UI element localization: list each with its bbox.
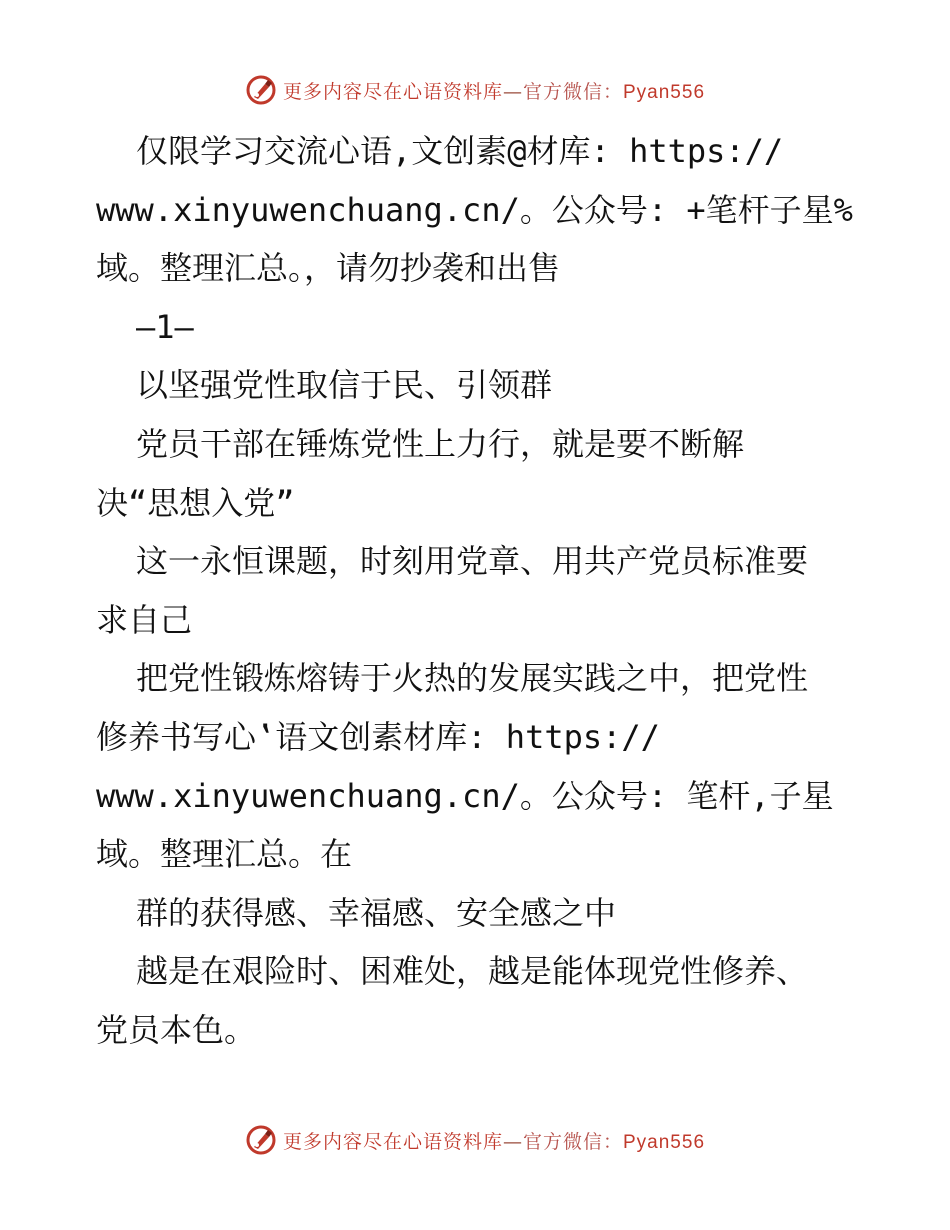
text-line: www.xinyuwenchuang.cn/。公众号: 笔杆,子星 — [96, 776, 834, 815]
pen-logo-icon — [245, 1124, 277, 1156]
document-body — [96, 122, 856, 1060]
banner-main-text: 更多内容尽在心语资料库 — [282, 80, 503, 103]
text-line: www.xinyuwenchuang.cn/。公众号: +笔杆子星% — [96, 190, 853, 229]
text-line: 这一永恒课题，时刻用党章、用共产党员标准要 — [136, 542, 809, 581]
banner-text — [283, 1127, 705, 1154]
pen-logo-icon — [245, 74, 277, 106]
text-line: 党员干部在锤炼党性上力行，就是要不断解 — [136, 424, 745, 463]
banner-separator: — — [502, 80, 523, 103]
text-line: 求自己 — [96, 600, 193, 639]
text-line: 以坚强党性取信于民、引领群 — [136, 366, 553, 405]
text-line: 群的获得感、幸福感、安全感之中 — [136, 893, 617, 932]
text-line: 修养书写心‛语文创素材库: https:// — [96, 717, 660, 756]
banner-wechat-handle: Pyan556 — [623, 81, 706, 103]
banner-wechat-label: 官方微信： — [522, 80, 623, 103]
text-line: —1— — [136, 307, 194, 346]
text-line: 决“思想入党” — [96, 483, 295, 522]
footer-banner — [0, 1120, 950, 1160]
banner-text — [283, 77, 705, 104]
banner-main-text: 更多内容尽在心语资料库 — [282, 1130, 503, 1153]
banner-wechat-label: 官方微信： — [522, 1130, 623, 1153]
text-line: 域。整理汇总。在 — [96, 835, 353, 874]
banner-separator: — — [502, 1130, 523, 1153]
header-banner — [0, 70, 950, 110]
text-line: 域。整理汇总。，请勿抄袭和出售 — [96, 249, 561, 288]
text-line: 把党性锻炼熔铸于火热的发展实践之中，把党性 — [136, 659, 809, 698]
text-line: 仅限学习交流心语,文创素@材库: https:// — [136, 132, 784, 170]
text-line: 越是在艰险时、困难处，越是能体现党性修养、 — [136, 952, 809, 991]
banner-wechat-handle: Pyan556 — [623, 1131, 706, 1153]
text-line: 党员本色。 — [96, 1010, 257, 1049]
